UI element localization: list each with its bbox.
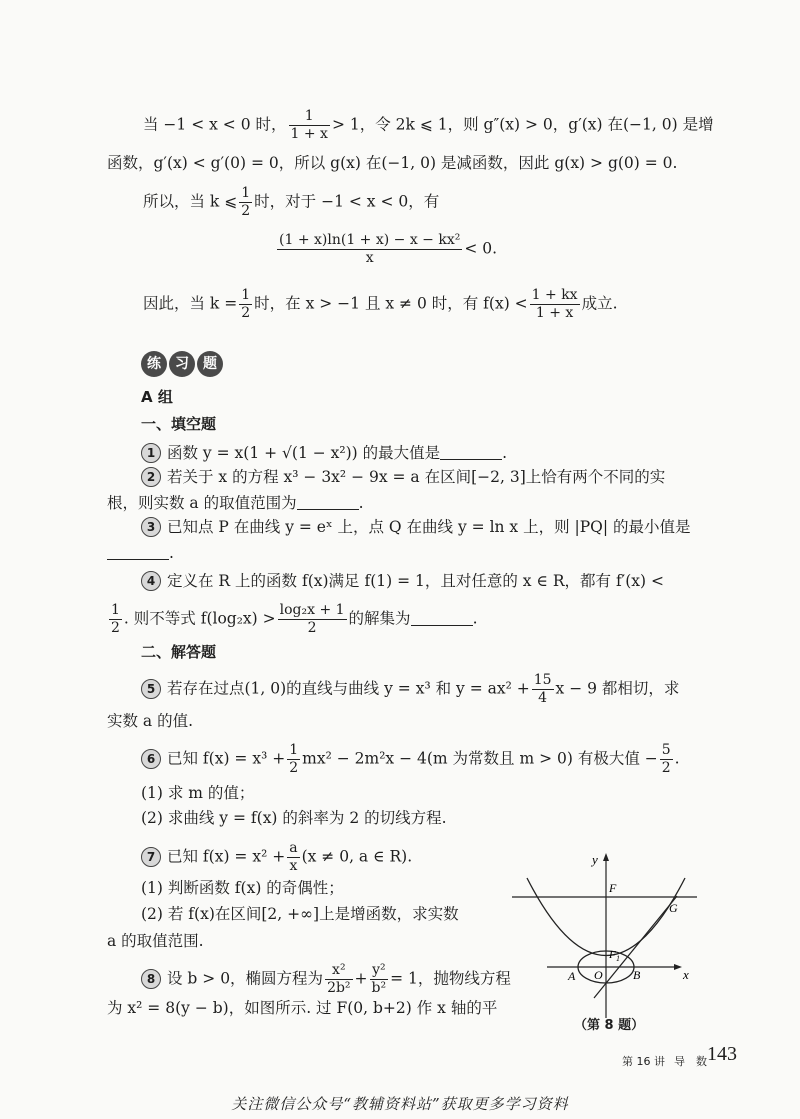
exercise-badge: 题 [197,351,223,377]
question-8: 8 设 b > 0，椭圆方程为 $\frac{\text{x²}}{\text{2b²}}$ + $\frac{\text{y²}}{\text{b²}}$ = 1，抛物线方程 [141,962,511,997]
section-fill-in: 一、填空题 [141,415,217,433]
question-7-part-1: (1) 判断函数 f(x) 的奇偶性； [141,879,344,897]
display-equation: $\frac{\text{(1 + x)ln(1 + x) − x − kx²}}{x}$ < 0. [279,232,498,266]
question-8-cont: 为 x² = 8(y − b)，如图所示. 过 F(0, b+2) 作 x 轴的平 [107,999,498,1017]
question-number: 2 [141,467,161,487]
solution-line-5: 因此，当 k = $\frac{1}{2}$ 时，在 x > −1 且 x ≠ 0 时，有 f(x) < $\frac{1 + kx}{1 + x}$ 成立. [143,287,618,321]
page-number: 143 [707,1043,737,1065]
x-axis-arrow [674,964,682,970]
label-f: F [609,881,617,895]
answer-blank [297,495,359,510]
label-o: O [594,968,603,982]
figure-caption: （第 8 题） [574,1018,645,1033]
exercise-header [141,351,225,377]
group-title: A 组 [141,388,173,406]
question-2-cont: 根，则实数 a 的取值范围为 . [107,494,364,512]
fraction: $\frac{15}{4}$ [533,672,552,706]
fraction: $\frac{1}{2}$ [241,185,251,219]
label-a: A [568,969,576,983]
question-number: 5 [141,679,161,699]
question-2: 2 若关于 x 的方程 x³ − 3x² − 9x = a 在区间[−2, 3]上恰有两个不同的实 [141,466,665,488]
question-1: 1 函数 y = x(1 + √(1 − x²)) 的最大值是 . [141,442,507,464]
fraction: $\frac{a}{x}$ [289,840,298,874]
fraction: $\frac{5}{2}$ [661,742,671,776]
answer-blank [107,545,169,560]
label-b: B [633,968,641,982]
fraction: $\frac{\text{log₂x + 1}}{2}$ [279,602,345,636]
solution-line-1: 当 −1 < x < 0 时， $\frac{1}{1 + x}$ > 1，令 2k ⩽ 1，则 g″(x) > 0，g′(x) 在(−1, 0) 是增 [143,108,714,142]
label-f1: F [609,949,616,961]
question-7: 7 已知 f(x) = x² + $\frac{a}{x}$ (x ≠ 0, a ∈ R). [141,840,412,875]
solution-line-2: 函数，g′(x) < g′(0) = 0，所以 g(x) 在(−1, 0) 是减函数，因此 g(x) > g(0) = 0. [107,154,678,172]
figure-question-8 [512,848,712,1023]
question-7-part-2: (2) 若 f(x)在区间[2, +∞]上是增函数，求实数 [141,905,459,923]
section-answer: 二、解答题 [141,643,217,661]
y-axis-arrow [603,853,609,861]
footer-lecture: 第 16 讲 [622,1055,665,1068]
question-6-part-1: (1) 求 m 的值； [141,784,255,802]
fraction: $\frac{1}{2}$ [289,742,299,776]
question-4: 4 定义在 R 上的函数 f(x)满足 f(1) = 1，且对任意的 x ∈ R，都有 f′(x) < [141,570,664,592]
question-5: 5 若存在过点(1, 0)的直线与曲线 y = x³ 和 y = ax² + $\frac{15}{4}$ x − 9 都相切，求 [141,672,679,707]
label-f1-sub: 1 [616,954,620,963]
question-6: 6 已知 f(x) = x³ + $\frac{1}{2}$ mx² − 2m²x − 4(m 为常数且 m > 0) 有极大值 − $\frac{5}{2}$ . [141,742,680,777]
question-number: 6 [141,749,161,769]
fraction: $\frac{1}{1 + x}$ [290,108,328,142]
question-number: 1 [141,443,161,463]
fraction: $\frac{1 + kx}{1 + x}$ [531,287,578,321]
footer-topic: 导 数 [674,1055,707,1068]
label-y: y [592,852,598,867]
fraction: $\frac{\text{x²}}{\text{2b²}}$ [327,962,351,996]
question-4-cont: $\frac{1}{2}$ . 则不等式 f(log₂x) > $\frac{\text{log₂x + 1}}{2}$ 的解集为 . [111,602,478,636]
solution-line-3: 所以，当 k ⩽ $\frac{1}{2}$ 时，对于 −1 < x < 0，有 [143,185,440,219]
question-6-part-2: (2) 求曲线 y = f(x) 的斜率为 2 的切线方程. [141,809,447,827]
question-3-cont: . [107,542,174,564]
label-x: x [683,967,689,982]
fraction: $\frac{\text{y²}}{\text{b²}}$ [371,962,387,996]
answer-blank [411,611,473,626]
watermark: 关注微信公众号“教辅资料站”获取更多学习资料 [231,1095,569,1113]
answer-blank [440,445,502,460]
exercise-badge: 习 [169,351,195,377]
fraction: $\frac{\text{(1 + x)ln(1 + x) − x − kx²}}{x}$ [279,232,461,266]
question-7-part-2-cont: a 的取值范围. [107,932,204,950]
question-number: 8 [141,969,161,989]
question-number: 4 [141,571,161,591]
label-g: G [669,901,678,915]
question-3: 3 已知点 P 在曲线 y = eˣ 上，点 Q 在曲线 y = ln x 上，则 |PQ| 的最小值是 [141,516,691,538]
question-number: 7 [141,847,161,867]
exercise-badge: 练 [141,351,167,377]
fraction: $\frac{1}{2}$ [111,602,120,636]
question-5-cont: 实数 a 的值. [107,712,194,730]
question-number: 3 [141,517,161,537]
fraction: $\frac{1}{2}$ [241,287,251,321]
